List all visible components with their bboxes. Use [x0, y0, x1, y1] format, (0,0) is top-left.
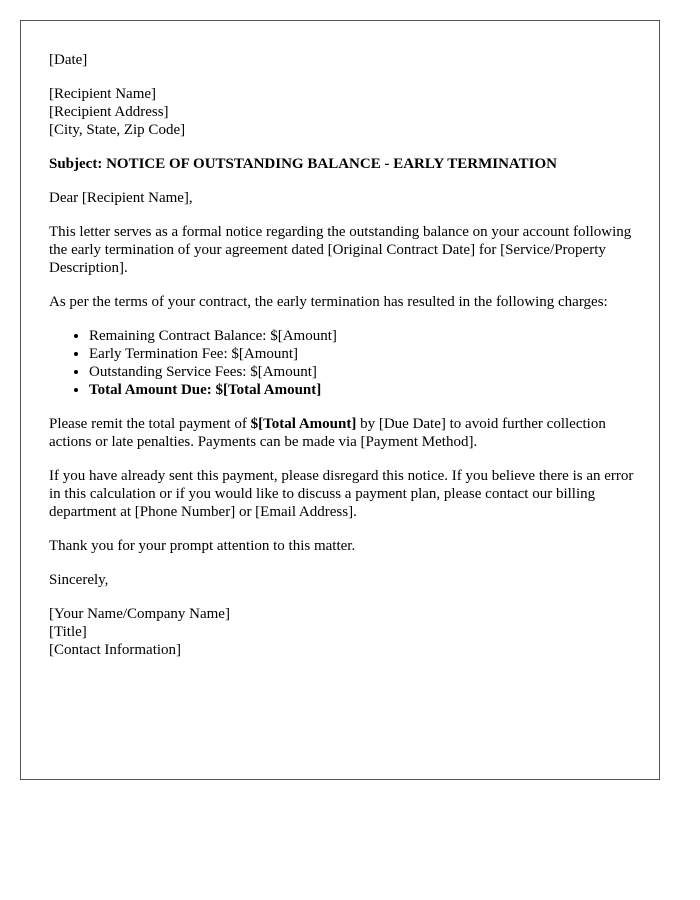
signature-block [49, 605, 639, 659]
letter-subject: Subject: NOTICE OF OUTSTANDING BALANCE - EARLY TERMINATION [49, 156, 557, 172]
recipient-name: [Recipient Name] [49, 86, 157, 102]
recipient-address: [Recipient Address] [49, 104, 169, 120]
charge-item-remaining-balance: • Remaining Contract Balance: $[Amount] [89, 327, 639, 345]
paragraph-disregard: If you have already sent this payment, please disregard this notice. If you believe there is an error in this calculation or if you would like to discuss a payment plan, please contact our billing department at [Phone Number] or [Email Address]. [49, 468, 634, 520]
paragraph-intro: This letter serves as a formal notice regarding the outstanding balance on your account following the early termination of your agreement dated [Original Contract Date] for [Service/Property Description]. [49, 224, 632, 276]
payment-text-before: Please remit the total payment of [49, 416, 251, 432]
letter-date: [Date] [49, 52, 88, 68]
paragraph-thanks: Thank you for your prompt attention to this matter. [49, 538, 356, 554]
charge-item-termination-fee: • Early Termination Fee: $[Amount] [89, 345, 639, 363]
letter-page [20, 20, 660, 780]
payment-text-after: by [Due Date] to avoid further collection actions or late penalties. Payments can be made via [Payment Method]. [49, 416, 606, 450]
letter-body [49, 51, 639, 675]
signature-name: [Your Name/Company Name] [49, 606, 230, 622]
charge-item-service-fees: • Outstanding Service Fees: $[Amount] [89, 363, 639, 381]
signature-title: [Title] [49, 624, 87, 640]
signature-contact: [Contact Information] [49, 642, 182, 658]
charge-item-total-due: • Total Amount Due: $[Total Amount] [89, 381, 639, 399]
recipient-city-state-zip: [City, State, Zip Code] [49, 122, 186, 138]
recipient-block [49, 85, 639, 139]
salutation: Dear [Recipient Name], [49, 190, 193, 206]
closing: Sincerely, [49, 572, 109, 588]
paragraph-charges-intro: As per the terms of your contract, the early termination has resulted in the following charges: [49, 294, 608, 310]
charges-list [49, 327, 639, 399]
paragraph-payment [49, 415, 639, 451]
payment-total-amount: $[Total Amount] [250, 416, 357, 432]
